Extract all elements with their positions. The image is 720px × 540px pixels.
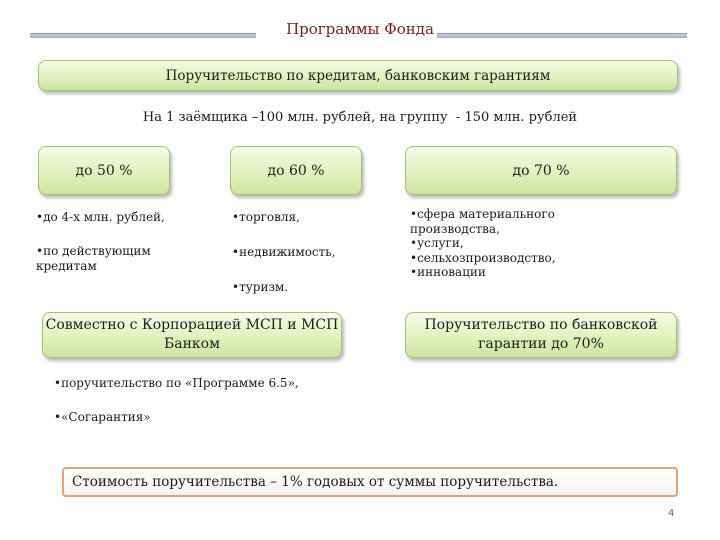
msp-joint-box xyxy=(42,312,342,358)
list-item: •торговля, xyxy=(232,210,300,224)
limits-text: На 1 заёмщика –100 млн. рублей, на группу - 150 млн. рублей xyxy=(142,110,578,125)
title-underline-right xyxy=(437,33,687,38)
slide-title: Программы Фонда xyxy=(286,20,434,38)
msp-joint-label: Совместно с Корпорацией МСП и МСП Банком xyxy=(45,317,339,352)
msp-program-list xyxy=(54,376,454,425)
tier-70-label: до 70 % xyxy=(512,162,570,179)
list-item: •сфера материального производства, xyxy=(410,207,555,236)
list-item: •сельхозпроизводство, xyxy=(410,250,556,265)
page-number: 4 xyxy=(668,508,675,519)
tier-50-box xyxy=(38,146,170,195)
tier-60-label: до 60 % xyxy=(267,162,325,179)
bank-guarantee-label: Поручительство по банковской гарантии до 70% xyxy=(424,317,658,352)
list-item: •туризм. xyxy=(232,280,289,294)
tier-60-box xyxy=(230,146,362,195)
tier-70-conditions xyxy=(410,207,610,280)
tier-50-label: до 50 % xyxy=(75,162,133,179)
title-underline-left xyxy=(30,33,256,38)
tier-50-conditions xyxy=(36,210,186,274)
list-item: •поручительство по «Программе 6.5», xyxy=(54,376,299,390)
bank-guarantee-box xyxy=(405,312,677,358)
list-item: •«Согарантия» xyxy=(54,410,151,424)
main-program-box xyxy=(38,60,678,91)
cost-note: Стоимость поручительства – 1% годовых от суммы поручительства. xyxy=(72,474,559,490)
tier-70-box xyxy=(405,146,677,195)
list-item: •услуги, xyxy=(410,236,464,250)
tier-60-conditions xyxy=(232,210,382,295)
main-program-label: Поручительство по кредитам, банковским гарантиям xyxy=(165,67,551,84)
list-item: •недвижимость, xyxy=(232,245,336,259)
list-item: •по действующим кредитам xyxy=(36,244,151,273)
list-item: •инновации xyxy=(410,265,486,279)
cost-note-box xyxy=(62,467,678,497)
list-item: •до 4-х млн. рублей, xyxy=(36,210,165,224)
